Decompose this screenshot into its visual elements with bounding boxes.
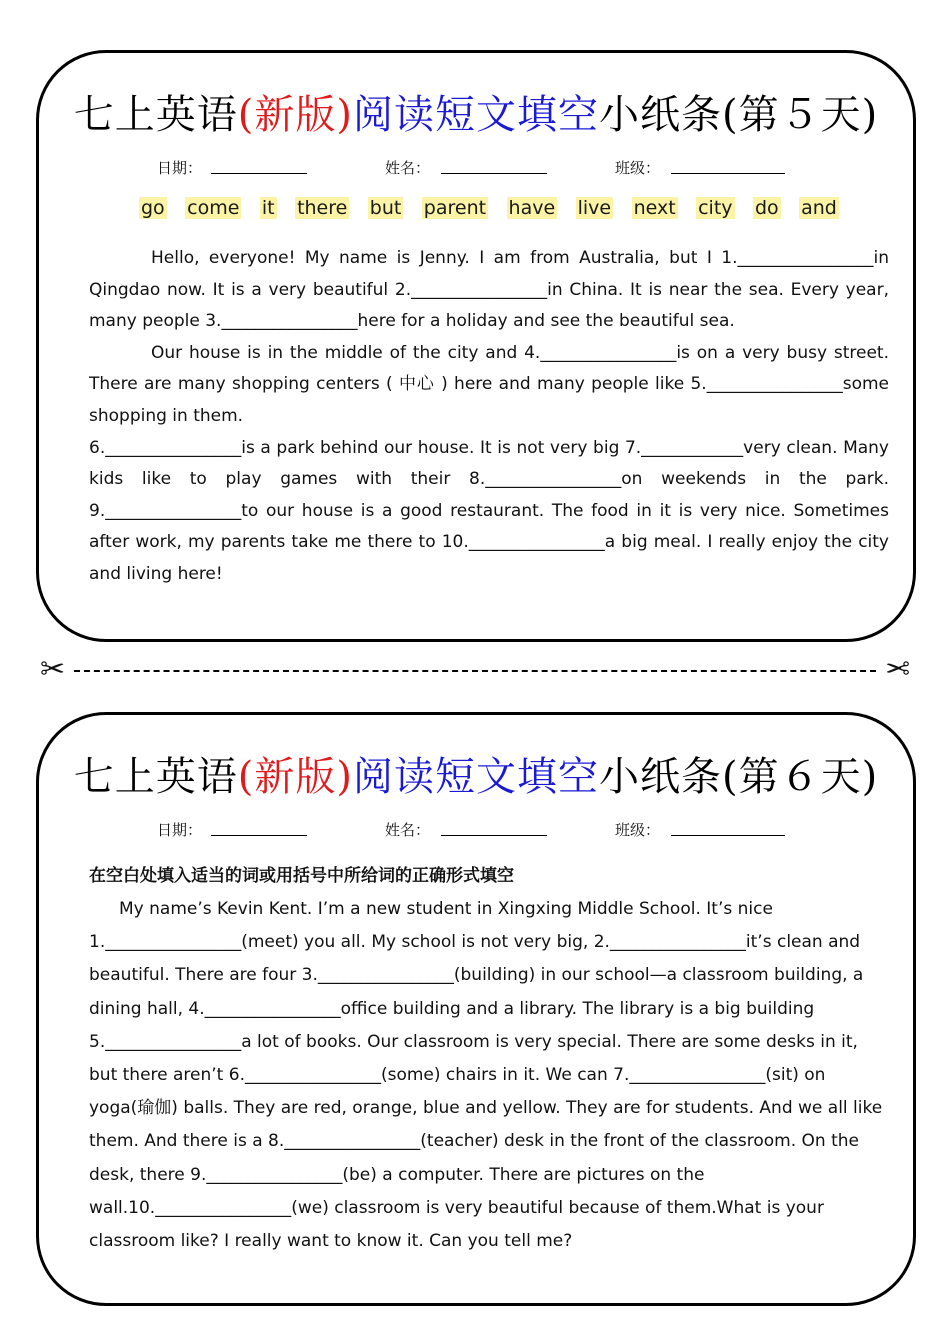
title-part-grade: 七上英语: [73, 754, 238, 800]
class-label: 班级：: [615, 159, 661, 177]
word-bank-item: have: [508, 197, 556, 219]
word-bank-item: and: [801, 197, 837, 219]
name-label: 姓名：: [385, 821, 431, 839]
name-field[interactable]: [441, 157, 547, 174]
class-field[interactable]: [671, 157, 785, 174]
instruction-text: 在空白处填入适当的词或用括号中所给词的正确形式填空: [89, 866, 514, 886]
name-label: 姓名：: [385, 159, 431, 177]
title-part-grade: 七上英语: [73, 92, 238, 138]
worksheet-card-day5: [36, 50, 916, 642]
title-part-topic: 阅读短文填空: [353, 754, 599, 800]
word-bank: [139, 197, 839, 219]
worksheet-title: [39, 83, 913, 140]
worksheet-title: [39, 745, 913, 802]
class-field[interactable]: [671, 819, 785, 836]
name-field[interactable]: [441, 819, 547, 836]
dashed-divider: [74, 670, 876, 672]
passage-paragraph: 6.________________is a park behind our house. It is not very big 7.____________very clean. Many kids like to play games with their 8.________________on weekends in the park. 9.________________to our house is a good restaurant. The food in it is very nice. Sometimes after work, my parents take me there to 10.________________a big meal. I really enjoy the city and living here!: [89, 437, 889, 584]
passage-paragraph: My name’s Kevin Kent. I’m a new student in Xingxing Middle School. It’s nice 1.________________(meet) you all. My school is not very big, 2.________________it’s clean and beautiful. There are four 3.________________(building) in our school—a classroom building, a dining hall, 4.________________office building and a library. The library is a big building 5.________________a lot of books. Our classroom is very special. There are some desks in it, but there aren’t 6.________________(some) chairs in it. We can 7.________________(sit) on yoga(瑜伽) balls. They are red, orange, blue and yellow. They are for students. And we all like them. And there is a 8.________________(teacher) desk in the front of the classroom. On the desk, there 9.________________(be) a computer. There are pictures on the wall.10.________________(we) classroom is very beautiful because of them.What is your classroom like? I really want to know it. Can you tell me?: [89, 899, 883, 1252]
word-bank-item: next: [633, 197, 676, 219]
word-bank-item: come: [187, 197, 240, 219]
word-bank-item: parent: [423, 197, 487, 219]
reading-passage: [89, 243, 889, 591]
word-bank-item: live: [577, 197, 612, 219]
cut-line: [40, 652, 910, 687]
date-label: 日期：: [157, 821, 203, 839]
scissors-icon: ✂: [884, 652, 910, 687]
class-label: 班级：: [615, 821, 661, 839]
word-bank-item: there: [297, 197, 348, 219]
date-field[interactable]: [211, 157, 307, 174]
word-bank-item: do: [754, 197, 779, 219]
passage-paragraph: Our house is in the middle of the city and 4.________________is on a very busy street. There are many shopping centers ( 中心 ) here and many people like 5.________________some shopping in them.: [89, 342, 889, 426]
word-bank-item: go: [141, 197, 165, 219]
reading-passage: [89, 893, 889, 1258]
word-bank-item: city: [698, 197, 733, 219]
title-part-day: 小纸条(第５天): [599, 92, 879, 138]
title-part-day: 小纸条(第６天): [599, 754, 879, 800]
title-part-topic: 阅读短文填空: [353, 92, 599, 138]
title-part-edition: (新版): [237, 754, 353, 800]
scissors-icon: ✂: [40, 652, 66, 687]
worksheet-card-day6: [36, 712, 916, 1306]
title-part-edition: (新版): [237, 92, 353, 138]
date-label: 日期：: [157, 159, 203, 177]
date-field[interactable]: [211, 819, 307, 836]
passage-paragraph: Hello, everyone! My name is Jenny. I am from Australia, but I 1.________________in Qingdao now. It is a very beautiful 2.________________in China. It is near the sea. Every year, many people 3.________________here for a holiday and see the beautiful sea.: [89, 248, 889, 332]
word-bank-item: it: [261, 197, 275, 219]
word-bank-item: but: [369, 197, 402, 219]
